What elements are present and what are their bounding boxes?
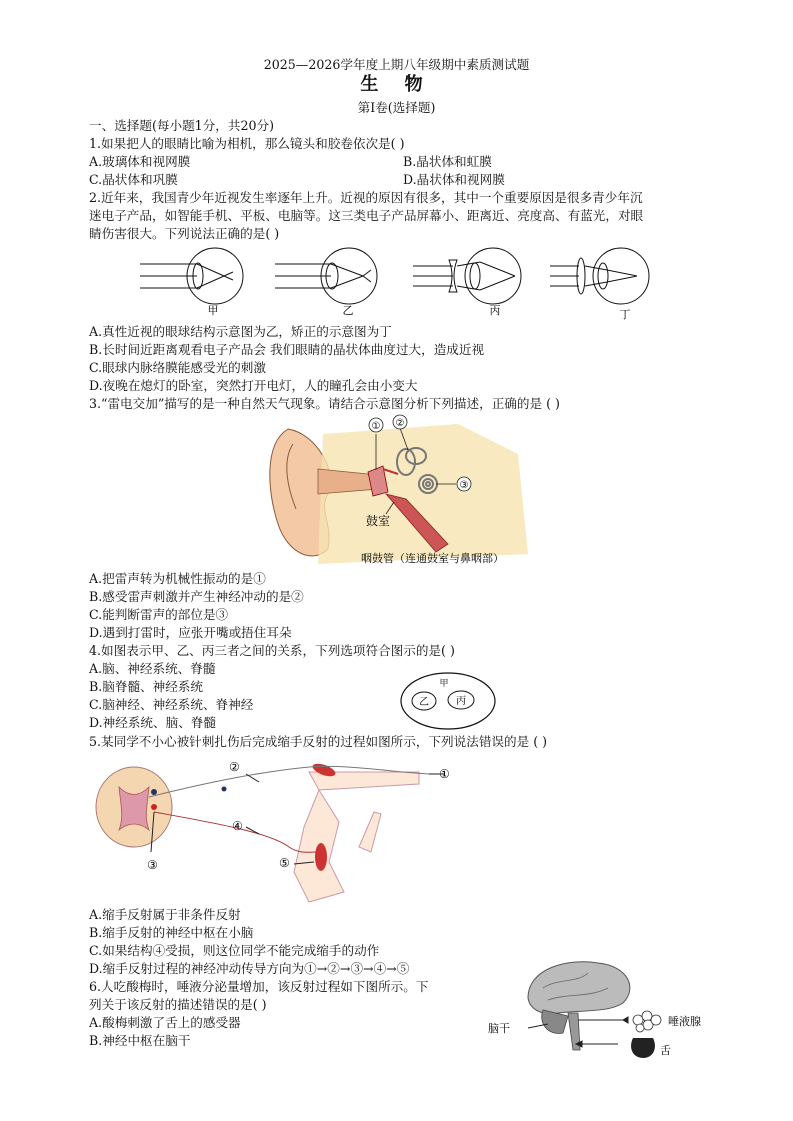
- spinal-cord-section: [96, 767, 172, 847]
- q2-option-a: A.真性近视的眼球结构示意图为乙，矫正的示意图为丁: [89, 324, 392, 339]
- tongue-drawing: [631, 1038, 655, 1058]
- q1-stem: 1.如果把人的眼睛比喻为相机，那么镜头和胶卷依次是( ): [89, 136, 405, 151]
- reflex-label-4: ④: [232, 819, 243, 833]
- q5-stem: 5.某同学不小心被针刺扎伤后完成缩手反射的过程如图所示，下列说法错误的是 ( ): [89, 734, 548, 749]
- q1-option-d: D.晶状体和视网膜: [403, 172, 505, 187]
- q2-stem-line3: 睛伤害很大。下列说法正确的是( ): [89, 226, 280, 241]
- q3-option-b: B.感受雷声刺激并产生神经冲动的是②: [89, 589, 304, 604]
- ear-label-1: ①: [371, 421, 381, 432]
- set-relation-figure: [398, 670, 498, 732]
- q4-option-a: A.脑、神经系统、脊髓: [89, 661, 216, 676]
- ear-label-2: ②: [395, 418, 405, 429]
- q5-option-d: D.缩手反射过程的神经冲动传导方向为①→②→③→④→⑤: [89, 961, 410, 976]
- eye-label-bing: 丙: [489, 304, 501, 317]
- q2-stem-line2: 迷电子产品，如智能手机、平板、电脑等。这三类电子产品屏幕小、距离近、亮度高、有蓝光，对眼: [89, 208, 644, 223]
- q5-option-b: B.缩手反射的神经中枢在小脑: [89, 925, 254, 940]
- head-tissue-drawing: [318, 424, 528, 564]
- q5-option-a: A.缩手反射属于非条件反射: [89, 907, 241, 922]
- q1-option-b: B.晶状体和虹膜: [403, 154, 492, 169]
- set-label-yi: 乙: [419, 697, 429, 708]
- q4-stem: 4.如图表示甲、乙、丙三者之间的关系，下列选项符合图示的是( ): [89, 643, 455, 658]
- q3-stem: 3.“雷电交加”描写的是一种自然天气现象。请结合示意图分析下列描述，正确的是 ( ): [89, 396, 560, 411]
- ear-structure-figure: [258, 414, 538, 572]
- eye-diagram-yi: [275, 248, 377, 304]
- salivary-gland-label: 唾液腺: [668, 1015, 701, 1028]
- brainstem-label: 脑干: [488, 1022, 510, 1035]
- eustachian-tube-label: 咽鼓管（连通鼓室与鼻咽部）: [361, 552, 504, 565]
- q2-option-c: C.眼球内脉络膜能感受光的刺激: [89, 360, 266, 375]
- q2-stem-line1: 2.近年来，我国青少年近视发生率逐年上升。近视的原因有很多，其中一个重要原因是很多青少年沉: [89, 190, 643, 205]
- reflex-label-2: ②: [229, 760, 240, 774]
- q4-option-b: B.脑脊髓、神经系统: [89, 679, 204, 694]
- ear-label-3: ③: [459, 480, 469, 491]
- eye-diagram-jia: [140, 248, 243, 304]
- q1-option-c: C.晶状体和巩膜: [89, 172, 178, 187]
- eye-diagram-bing: [413, 248, 521, 304]
- eye-label-yi: 乙: [342, 304, 354, 317]
- q2-option-d: D.夜晚在熄灯的卧室，突然打开电灯，人的瞳孔会由小变大: [89, 378, 418, 393]
- set-label-bing: 丙: [456, 696, 466, 707]
- arm-drawing: [294, 772, 419, 902]
- eye-label-jia: 甲: [207, 304, 219, 317]
- reflex-label-1: ①: [439, 767, 450, 781]
- q3-option-d: D.遇到打雷时，应张开嘴或捂住耳朵: [89, 625, 292, 640]
- q6-stem-line2: 列关于该反射的描述错误的是( ): [89, 997, 267, 1012]
- brain-drawing: [528, 962, 630, 1050]
- reflex-arc-figure: [89, 752, 459, 907]
- subject-title: 生 物: [360, 74, 433, 95]
- q6-option-b: B.神经中枢在脑干: [89, 1033, 191, 1048]
- q2-option-b: B.长时间近距离观看电子产品会 我们眼睛的晶状体曲度过大，造成近视: [89, 342, 485, 357]
- q3-option-c: C.能判断雷声的部位是③: [89, 607, 229, 622]
- q3-option-a: A.把雷声转为机械性振动的是①: [89, 571, 266, 586]
- q4-option-d: D.神经系统、脑、脊髓: [89, 715, 216, 730]
- exam-title: 2025—2026学年度上期八年级期中素质测试题: [263, 57, 530, 72]
- q4-option-c: C.脑神经、神经系统、脊神经: [89, 697, 254, 712]
- salivary-reflex-figure: [488, 958, 718, 1060]
- eye-diagrams-figure: [135, 246, 655, 326]
- q5-option-c: C.如果结构④受损，则这位同学不能完成缩手的动作: [89, 943, 380, 958]
- q6-stem-line1: 6.人吃酸梅时，唾液分泌量增加，该反射过程如下图所示。下: [89, 979, 429, 994]
- section-title: 第Ⅰ卷(选择题): [357, 100, 436, 115]
- reflex-label-3: ③: [147, 858, 158, 872]
- reflex-label-5: ⑤: [279, 856, 290, 870]
- tympanic-cavity-label: 鼓室: [366, 514, 391, 528]
- tongue-label: 舌: [660, 1044, 671, 1057]
- q6-option-a: A.酸梅刺激了舌上的感受器: [89, 1015, 241, 1030]
- part-heading: 一、选择题(每小题1分，共20分): [89, 118, 274, 133]
- set-label-jia: 甲: [439, 679, 449, 689]
- eye-diagram-ding: [550, 248, 649, 304]
- q1-option-a: A.玻璃体和视网膜: [89, 154, 191, 169]
- salivary-gland-drawing: [633, 1011, 661, 1032]
- eye-label-ding: 丁: [619, 308, 631, 321]
